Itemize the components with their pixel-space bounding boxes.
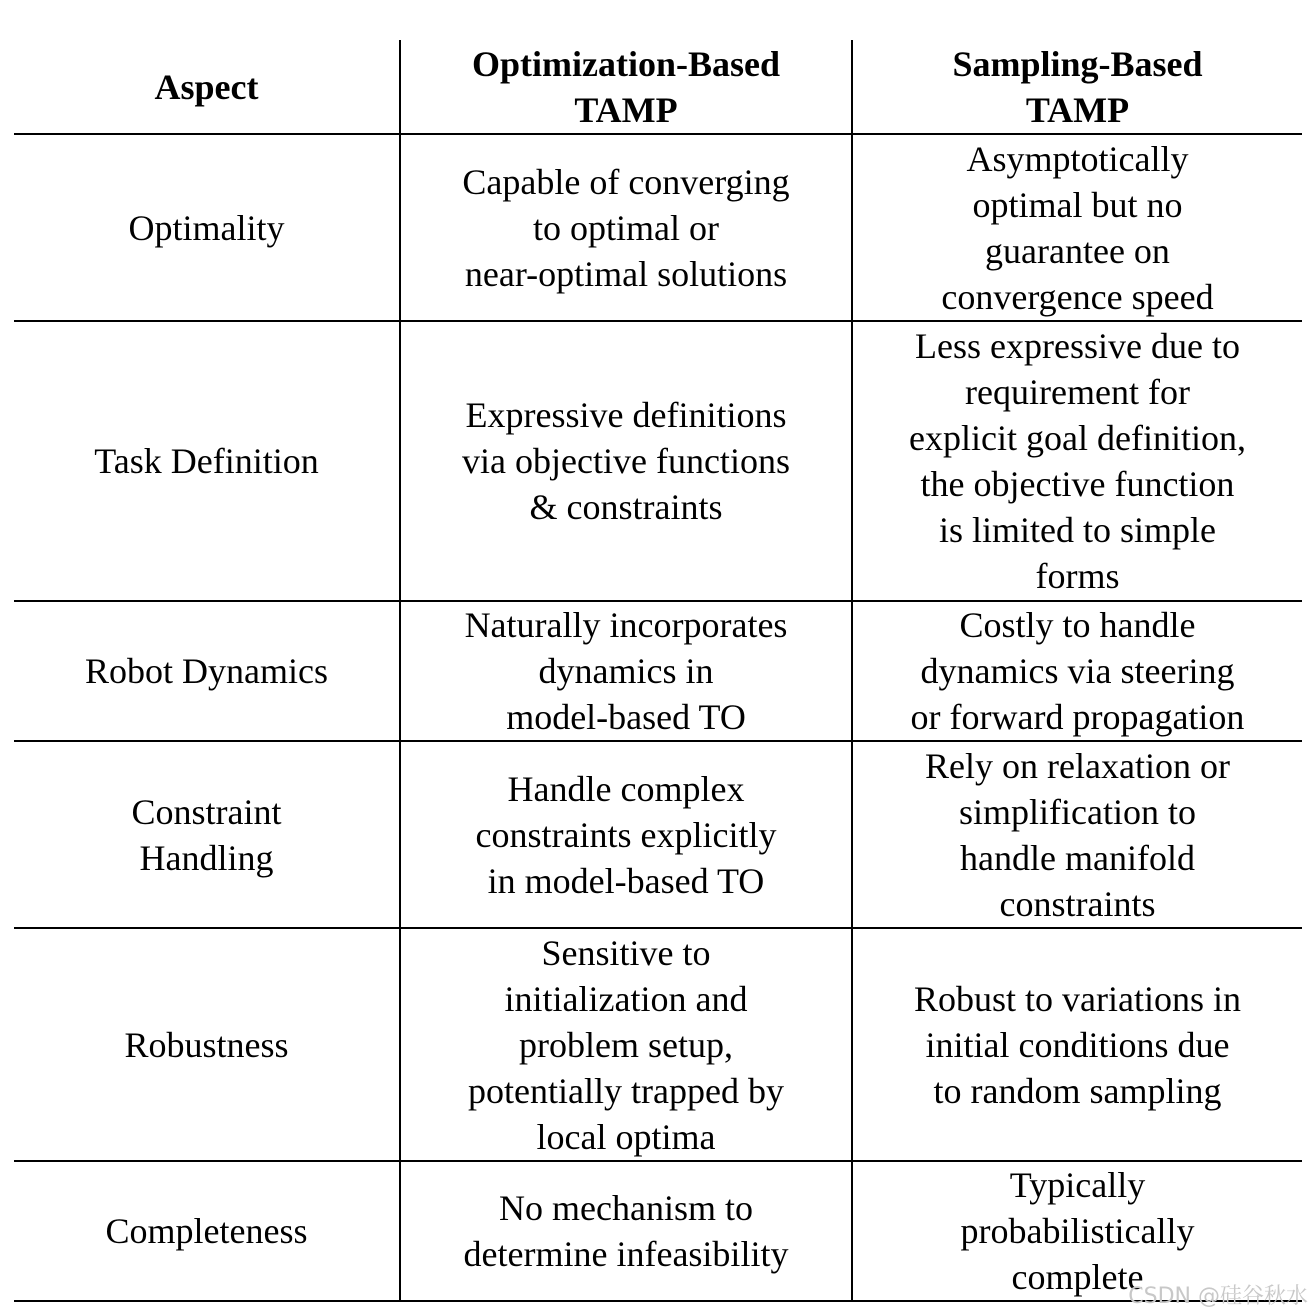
table-row — [14, 602, 1302, 742]
table-row — [14, 322, 1302, 602]
table-row — [14, 1162, 1302, 1302]
sampling-cell: Rely on relaxation or simplification to handle manifold constraints — [851, 742, 1302, 927]
sampling-cell: Asymptotically optimal but no guarantee on convergence speed — [851, 135, 1302, 320]
aspect-cell: Constraint Handling — [131, 791, 282, 878]
optimization-cell: Naturally incorporates dynamics in model-based TO — [399, 602, 851, 740]
optimization-cell: Handle complex constraints explicitly in model-based TO — [399, 742, 851, 927]
aspect-cell: Task Definition — [94, 441, 319, 481]
header-optimization-based: Optimization-Based TAMP — [399, 40, 851, 133]
header-sampling-based: Sampling-Based TAMP — [851, 40, 1302, 133]
table-row — [14, 135, 1302, 322]
optimization-cell: No mechanism to determine infeasibility — [399, 1162, 851, 1300]
aspect-cell: Robot Dynamics — [85, 651, 328, 691]
aspect-cell: Optimality — [128, 207, 285, 248]
comparison-table — [14, 40, 1302, 1302]
optimization-cell: Capable of converging to optimal or near-optimal solutions — [399, 135, 851, 320]
optimization-cell: Sensitive to initialization and problem setup, potentially trapped by local optima — [399, 929, 851, 1160]
table-row — [14, 929, 1302, 1162]
sampling-cell: Less expressive due to requirement for explicit goal definition, the objective function is limited to simple forms — [851, 322, 1302, 600]
sampling-cell: Costly to handle dynamics via steering or forward propagation — [851, 602, 1302, 740]
watermark: CSDN @硅谷秋水 — [1128, 1284, 1308, 1309]
header-row — [14, 40, 1302, 135]
header-aspect: Aspect — [154, 66, 259, 107]
sampling-cell: Robust to variations in initial conditions due to random sampling — [851, 929, 1302, 1160]
aspect-cell: Completeness — [105, 1211, 308, 1251]
table-row — [14, 742, 1302, 929]
sampling-cell: Typically probabilistically complete — [851, 1162, 1302, 1300]
optimization-cell: Expressive definitions via objective functions & constraints — [399, 322, 851, 600]
aspect-cell: Robustness — [124, 1024, 289, 1065]
